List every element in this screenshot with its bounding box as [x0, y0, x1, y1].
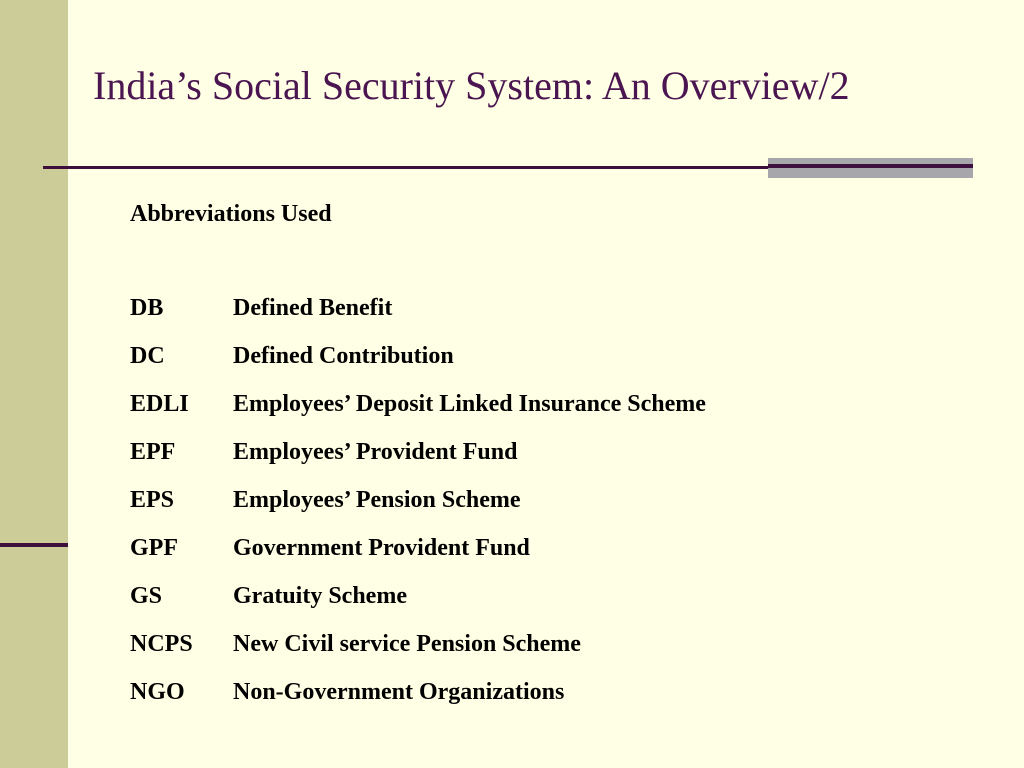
abbreviation-term: EPS	[130, 487, 175, 513]
heading-spacer	[130, 232, 706, 290]
abbreviation-term: NGO	[130, 679, 185, 705]
abbreviation-row	[130, 290, 706, 338]
abbreviation-term: DB	[130, 295, 164, 321]
abbreviation-row	[130, 338, 706, 386]
abbreviation-row	[130, 626, 706, 674]
abbreviation-definition: Non-Government Organizations	[233, 679, 565, 705]
abbreviation-definition: Employees’ Deposit Linked Insurance Scheme	[233, 391, 706, 417]
abbreviation-definition: Government Provident Fund	[233, 535, 530, 561]
abbreviation-row	[130, 578, 706, 626]
gray-stripe-bottom	[768, 168, 973, 178]
abbreviation-row	[130, 674, 706, 722]
slide-title: India’s Social Security System: An Overview/2	[93, 63, 850, 108]
abbreviation-row	[130, 434, 706, 482]
abbreviation-definition: Defined Benefit	[233, 295, 393, 321]
abbreviation-definition: Employees’ Provident Fund	[233, 439, 518, 465]
abbreviation-definition: Employees’ Pension Scheme	[233, 487, 521, 513]
slide-content	[130, 196, 706, 722]
abbreviation-definition: Gratuity Scheme	[233, 583, 407, 609]
abbreviation-definition: New Civil service Pension Scheme	[233, 631, 581, 657]
abbreviation-row	[130, 386, 706, 434]
abbreviation-term: NCPS	[130, 631, 193, 657]
title-divider-gray-block	[768, 158, 973, 178]
abbreviation-term: GPF	[130, 535, 178, 561]
left-sidebar-bar	[0, 0, 68, 768]
abbreviation-definition: Defined Contribution	[233, 343, 454, 369]
left-accent-line	[0, 543, 68, 547]
abbreviation-row	[130, 530, 706, 578]
abbreviation-term: EDLI	[130, 391, 189, 417]
abbreviation-term: DC	[130, 343, 165, 369]
abbreviation-row	[130, 482, 706, 530]
abbreviations-heading: Abbreviations Used	[130, 201, 332, 227]
abbreviation-term: EPF	[130, 439, 176, 465]
abbreviation-term: GS	[130, 583, 163, 609]
